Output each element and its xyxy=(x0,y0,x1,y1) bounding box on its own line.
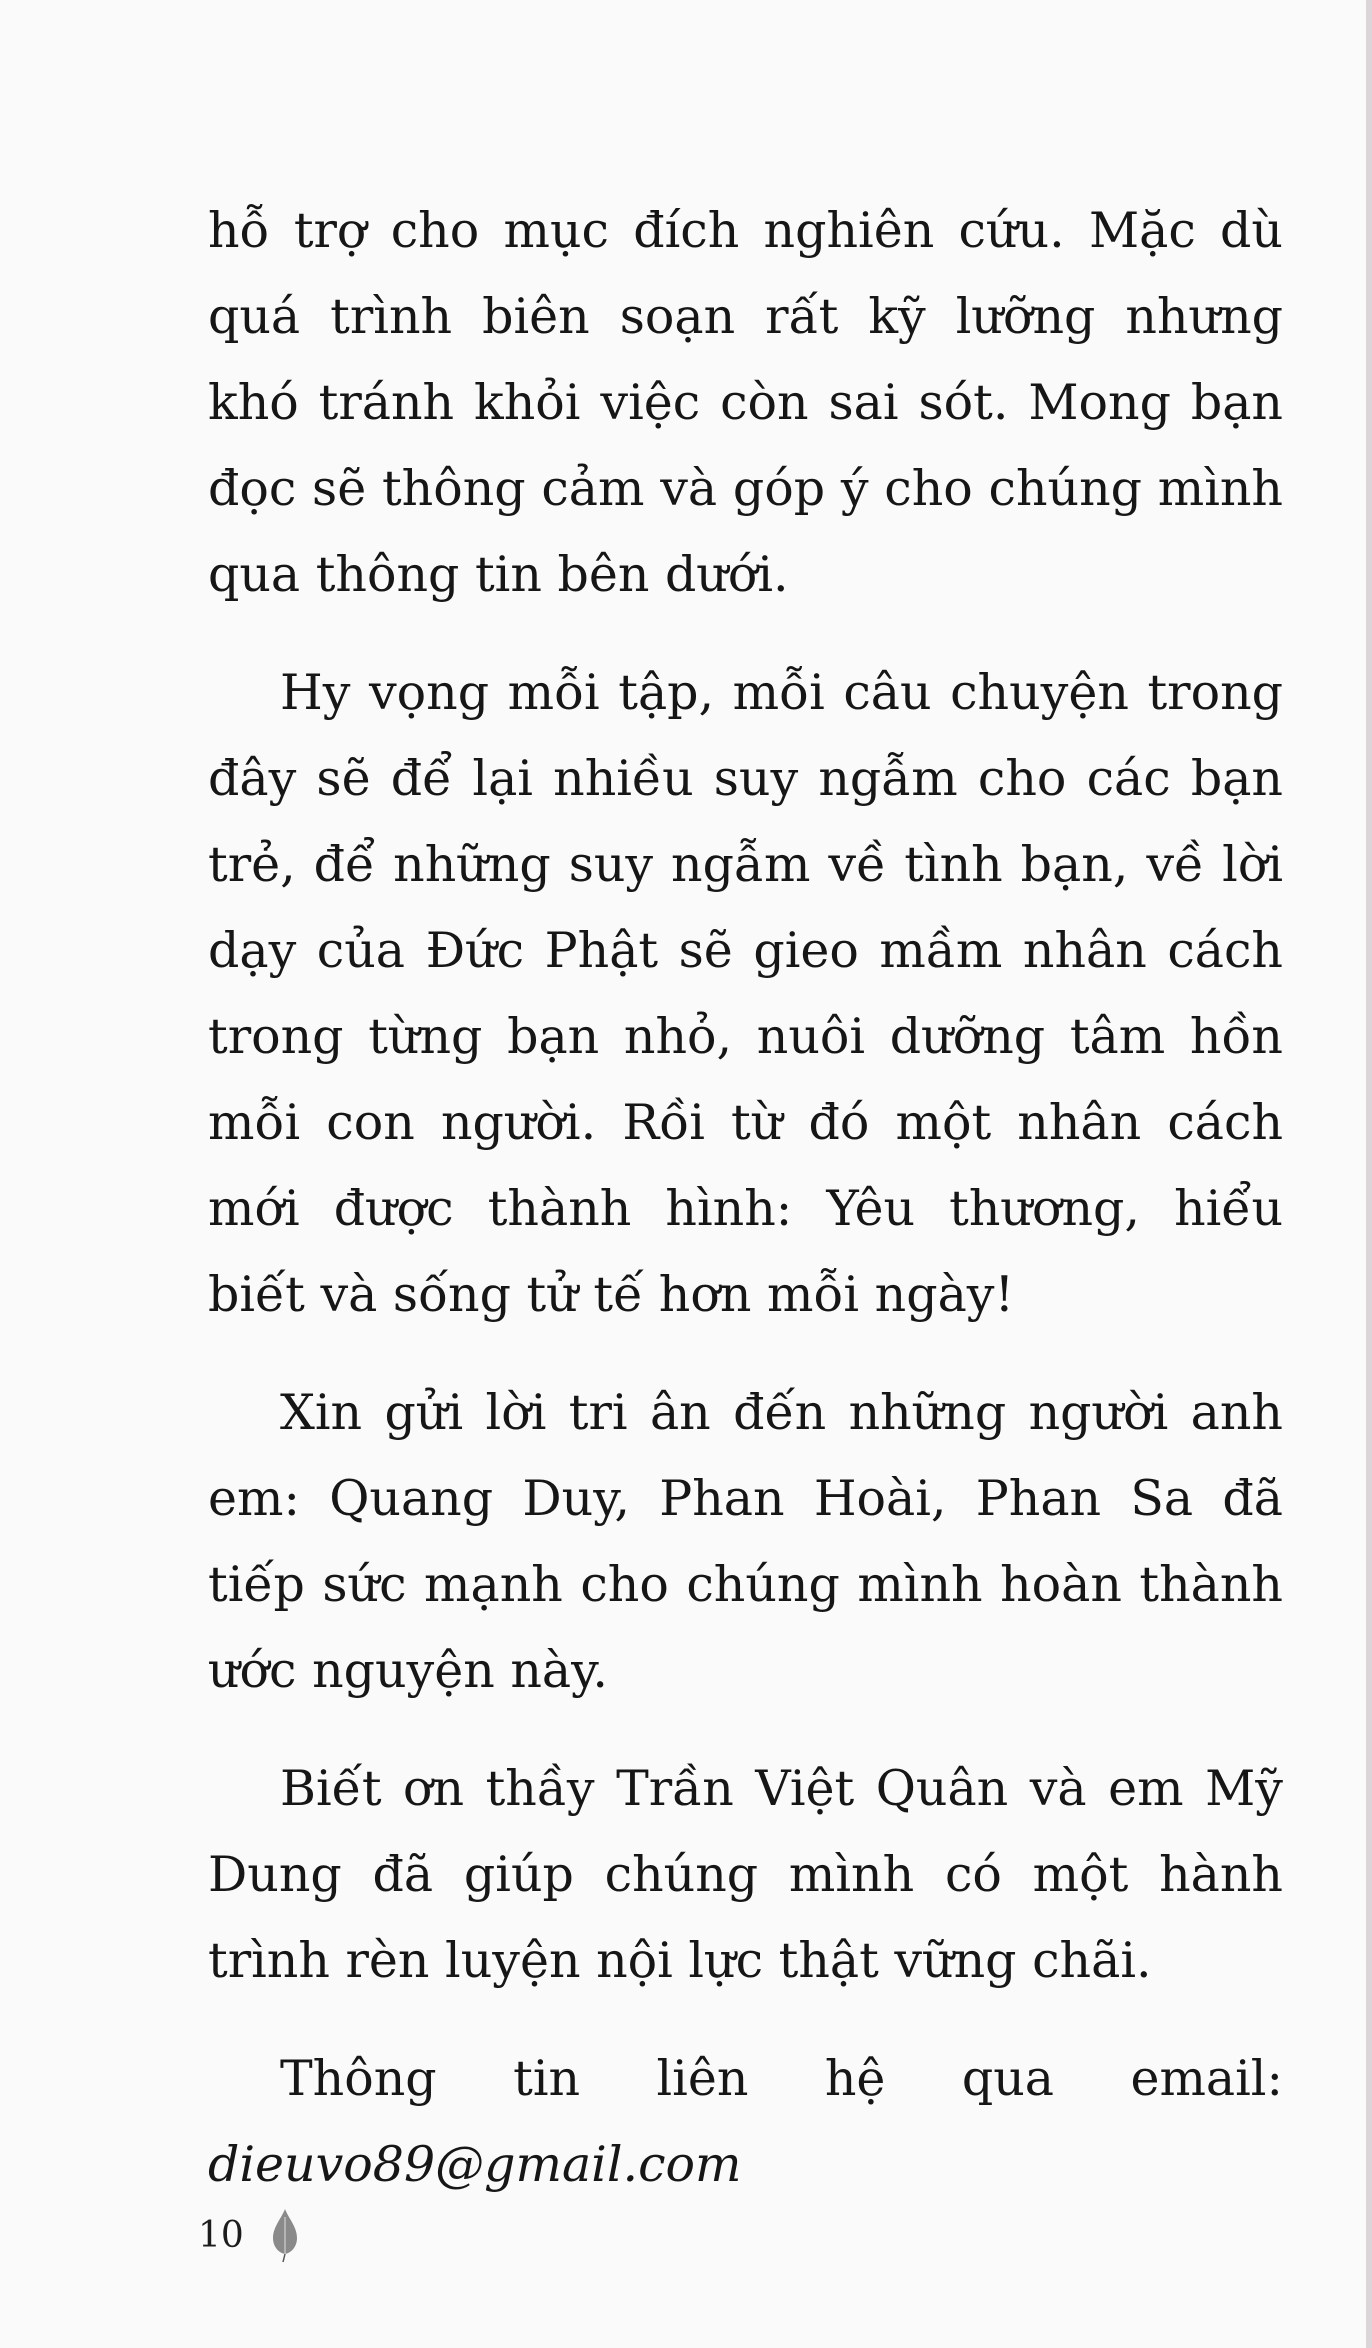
paragraph-gratitude-teacher: Biết ơn thầy Trần Việt Quân và em Mỹ Dung đã giúp chúng mình có một hành trình rèn luyện nội lực thật vững chãi. xyxy=(208,1760,1283,1989)
contact-label: Thông tin liên hệ qua email: xyxy=(280,2050,1283,2107)
paragraph-continuation: hỗ trợ cho mục đích nghiên cứu. Mặc dù quá trình biên soạn rất kỹ lưỡng nhưng khó tránh khỏi việc còn sai sót. Mong bạn đọc sẽ thông cảm và góp ý cho chúng mình qua thông tin bên dưới. xyxy=(208,202,1283,603)
body-text xyxy=(208,188,1283,2208)
paragraph-gratitude-brothers: Xin gửi lời tri ân đến những người anh em: Quang Duy, Phan Hoài, Phan Sa đã tiếp sức mạnh cho chúng mình hoàn thành ước nguyện này. xyxy=(208,1384,1283,1699)
page-footer xyxy=(198,2200,300,2270)
page-edge xyxy=(1366,0,1372,2348)
bodhi-leaf-icon xyxy=(270,2207,300,2263)
contact-email: dieuvo89@gmail.com xyxy=(208,2136,742,2193)
paragraph-hope: Hy vọng mỗi tập, mỗi câu chuyện trong đây sẽ để lại nhiều suy ngẫm cho các bạn trẻ, để những suy ngẫm về tình bạn, về lời dạy của Đức Phật sẽ gieo mầm nhân cách trong từng bạn nhỏ, nuôi dưỡng tâm hồn mỗi con người. Rồi từ đó một nhân cách mới được thành hình: Yêu thương, hiểu biết và sống tử tế hơn mỗi ngày! xyxy=(208,664,1283,1323)
contact-line xyxy=(208,2036,1283,2208)
page-number: 10 xyxy=(198,2214,244,2256)
